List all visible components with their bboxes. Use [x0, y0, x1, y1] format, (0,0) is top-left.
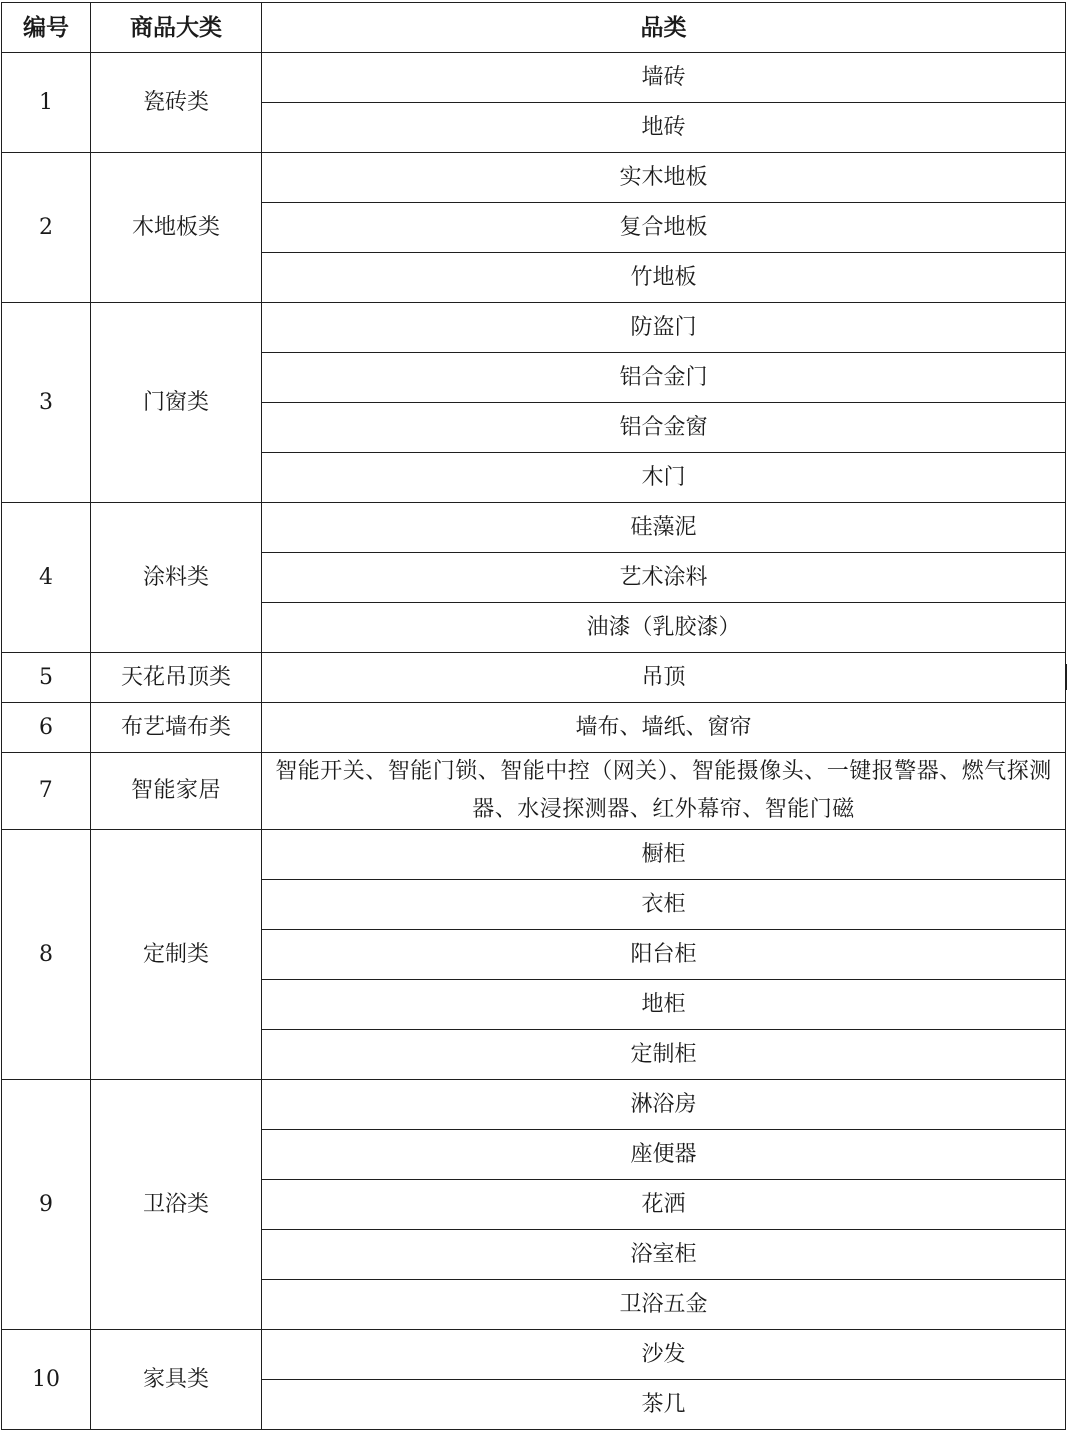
row-category: 智能家居: [91, 753, 262, 830]
row-number: 9: [2, 1080, 91, 1330]
row-number: 1: [2, 53, 91, 153]
row-item: 定制柜: [262, 1030, 1066, 1080]
row-item: 铝合金门: [262, 353, 1066, 403]
row-item: 地柜: [262, 980, 1066, 1030]
row-number: 5: [2, 653, 91, 703]
row-number: 2: [2, 153, 91, 303]
table-row: [2, 753, 1066, 830]
row-item: 木门: [262, 453, 1066, 503]
table-row: [2, 303, 1066, 353]
table-row: [2, 830, 1066, 880]
table-row: [2, 53, 1066, 103]
row-category: 瓷砖类: [91, 53, 262, 153]
table-edge-mark: [1065, 664, 1067, 690]
table-row: [2, 153, 1066, 203]
catalog-table: [1, 2, 1066, 1430]
row-category: 布艺墙布类: [91, 703, 262, 753]
row-item: 花洒: [262, 1180, 1066, 1230]
row-category: 门窗类: [91, 303, 262, 503]
row-item: 衣柜: [262, 880, 1066, 930]
row-number: 4: [2, 503, 91, 653]
row-item: 智能开关、智能门锁、智能中控（网关）、智能摄像头、一键报警器、燃气探测器、水浸探测器、红外幕帘、智能门磁: [262, 753, 1066, 830]
header-category: 商品大类: [91, 3, 262, 53]
row-item: 油漆（乳胶漆）: [262, 603, 1066, 653]
row-item: 座便器: [262, 1130, 1066, 1180]
row-item: 墙布、墙纸、窗帘: [262, 703, 1066, 753]
row-item: 墙砖: [262, 53, 1066, 103]
row-item: 阳台柜: [262, 930, 1066, 980]
table-row: [2, 1330, 1066, 1380]
row-number: 8: [2, 830, 91, 1080]
row-item: 卫浴五金: [262, 1280, 1066, 1330]
row-item: 硅藻泥: [262, 503, 1066, 553]
table-row: [2, 703, 1066, 753]
row-number: 3: [2, 303, 91, 503]
row-item: 地砖: [262, 103, 1066, 153]
table-row: [2, 503, 1066, 553]
row-item: 实木地板: [262, 153, 1066, 203]
header-no: 编号: [2, 3, 91, 53]
row-number: 7: [2, 753, 91, 830]
row-number: 10: [2, 1330, 91, 1430]
row-item: 吊顶: [262, 653, 1066, 703]
row-number: 6: [2, 703, 91, 753]
table-row: [2, 1080, 1066, 1130]
row-category: 卫浴类: [91, 1080, 262, 1330]
header-row: [2, 3, 1066, 53]
row-category: 木地板类: [91, 153, 262, 303]
row-item: 茶几: [262, 1380, 1066, 1430]
header-items: 品类: [262, 3, 1066, 53]
row-item: 沙发: [262, 1330, 1066, 1380]
row-item: 铝合金窗: [262, 403, 1066, 453]
row-item: 橱柜: [262, 830, 1066, 880]
row-category: 涂料类: [91, 503, 262, 653]
row-category: 天花吊顶类: [91, 653, 262, 703]
table-row: [2, 653, 1066, 703]
row-item: 艺术涂料: [262, 553, 1066, 603]
row-item: 竹地板: [262, 253, 1066, 303]
row-item: 复合地板: [262, 203, 1066, 253]
row-item: 防盗门: [262, 303, 1066, 353]
row-item: 淋浴房: [262, 1080, 1066, 1130]
row-item: 浴室柜: [262, 1230, 1066, 1280]
row-category: 定制类: [91, 830, 262, 1080]
row-category: 家具类: [91, 1330, 262, 1430]
